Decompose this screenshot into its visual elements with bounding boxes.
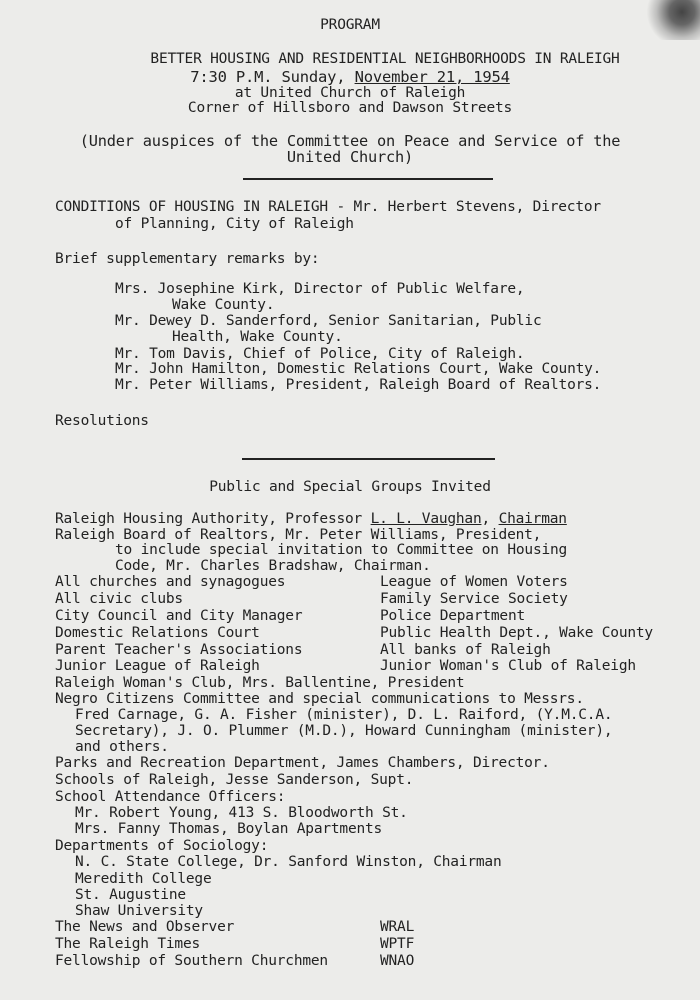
remarks-item: Mr. John Hamilton, Domestic Relations Court, Wake County. [115, 361, 602, 377]
conditions-line-1: CONDITIONS OF HOUSING IN RALEIGH - Mr. Herbert Stevens, Director [55, 199, 601, 215]
event-date: November 21, 1954 [354, 68, 510, 86]
event-time: 7:30 P.M. Sunday, [190, 68, 355, 86]
group-item: Code, Mr. Charles Bradshaw, Chairman. [115, 558, 431, 574]
group-item: Parks and Recreation Department, James Chambers, Director. [55, 755, 550, 771]
remarks-item: Mrs. Josephine Kirk, Director of Public Welfare, [115, 281, 525, 297]
group-item: The News and Observer [55, 919, 235, 935]
group-item: Junior League of Raleigh [55, 658, 260, 674]
program-subtitle: BETTER HOUSING AND RESIDENTIAL NEIGHBORHOODS IN RALEIGH [150, 51, 620, 67]
group-item: Departments of Sociology: [55, 838, 269, 854]
group-item-right: WPTF [380, 936, 415, 952]
group-item: City Council and City Manager [55, 608, 303, 624]
group-item: Secretary), J. O. Plummer (M.D.), Howard Cunningham (minister), [75, 723, 613, 739]
group-item-right: League of Women Voters [380, 574, 568, 590]
resolutions-label: Resolutions [55, 413, 149, 429]
remarks-heading: Brief supplementary remarks by: [55, 251, 320, 267]
group-item: Raleigh Board of Realtors, Mr. Peter Williams, President, [55, 527, 542, 543]
group-item: School Attendance Officers: [55, 789, 286, 805]
group-item: Shaw University [75, 903, 203, 919]
group-item: Negro Citizens Committee and special communications to Messrs. [55, 691, 584, 707]
group-item: and others. [75, 739, 169, 755]
group-item: Fred Carnage, G. A. Fisher (minister), D. L. Raiford, (Y.M.C.A. [75, 707, 613, 723]
group-item: All churches and synagogues [55, 574, 286, 590]
groups-heading: Public and Special Groups Invited [209, 479, 491, 495]
housing-chair-role: Chairman [498, 511, 567, 527]
group-item: The Raleigh Times [55, 936, 201, 952]
group-item-right: WRAL [380, 919, 415, 935]
group-item-right: Police Department [380, 608, 526, 624]
event-address: Corner of Hillsboro and Dawson Streets [187, 100, 513, 116]
divider-top [243, 178, 493, 180]
divider-middle [242, 458, 495, 460]
group-item: Domestic Relations Court [55, 625, 260, 641]
auspices-line-1: (Under auspices of the Committee on Peace and Service of the [79, 132, 621, 150]
group-item: St. Augustine [75, 887, 186, 903]
group-item-right: All banks of Raleigh [380, 642, 551, 658]
remarks-item: Mr. Dewey D. Sanderford, Senior Sanitarian, Public [115, 313, 542, 329]
group-item: N. C. State College, Dr. Sanford Winston, Chairman [75, 854, 502, 870]
group-item: Raleigh Woman's Club, Mrs. Ballentine, President [55, 675, 465, 691]
group-item: Meredith College [75, 871, 212, 887]
event-time-line [0, 69, 700, 85]
program-title: PROGRAM [320, 17, 380, 33]
housing-chair-name: L. L. Vaughan [370, 511, 482, 527]
group-item: to include special invitation to Committee on Housing [115, 542, 568, 558]
auspices-line-2: United Church) [286, 148, 414, 166]
group-item-right: Junior Woman's Club of Raleigh [380, 658, 636, 674]
group-item-right: WNAO [380, 953, 415, 969]
group-item: Schools of Raleigh, Jesse Sanderson, Supt. [55, 772, 414, 788]
group-item: Fellowship of Southern Churchmen [55, 953, 328, 969]
remarks-item: Mr. Tom Davis, Chief of Police, City of Raleigh. [115, 346, 525, 362]
group-item: Mr. Robert Young, 413 S. Bloodworth St. [75, 805, 408, 821]
conditions-line-2: of Planning, City of Raleigh [115, 216, 354, 232]
remarks-item: Mr. Peter Williams, President, Raleigh Board of Realtors. [115, 377, 602, 393]
remarks-item: Health, Wake County. [172, 329, 343, 345]
group-item: Mrs. Fanny Thomas, Boylan Apartments [75, 821, 383, 837]
remarks-item: Wake County. [172, 297, 275, 313]
group-item: All civic clubs [55, 591, 183, 607]
group-item: Parent Teacher's Associations [55, 642, 303, 658]
event-venue: at United Church of Raleigh [234, 85, 466, 101]
group-item-right: Family Service Society [380, 591, 568, 607]
group-item: Raleigh Housing Authority, Professor L. L. Vaughan, Chairman [55, 511, 567, 527]
group-item-right: Public Health Dept., Wake County [380, 625, 653, 641]
